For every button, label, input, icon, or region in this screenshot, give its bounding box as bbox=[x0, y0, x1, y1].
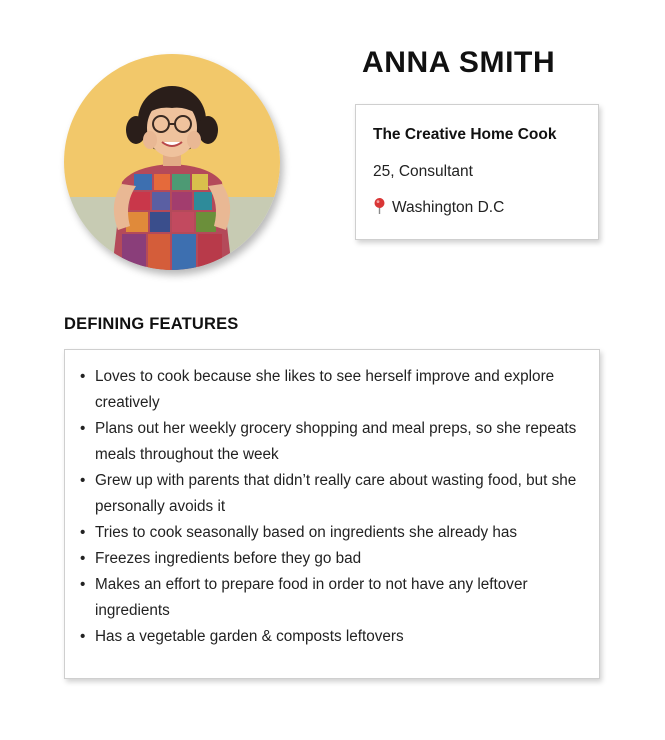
feature-text: Makes an effort to prepare food in order to not have any leftover ingredients bbox=[95, 576, 528, 619]
features-card bbox=[64, 349, 600, 679]
feature-item bbox=[80, 416, 585, 468]
feature-text: Freezes ingredients before they go bad bbox=[95, 550, 362, 567]
profile-location-text: Washington D.C bbox=[392, 199, 505, 216]
feature-item bbox=[80, 624, 585, 650]
profile-age-occupation: 25, Consultant bbox=[373, 163, 473, 180]
bullet-icon: • bbox=[80, 576, 86, 593]
feature-item bbox=[80, 572, 585, 624]
feature-item bbox=[80, 546, 585, 572]
profile-photo bbox=[64, 54, 280, 270]
feature-text: Tries to cook seasonally based on ingredients she already has bbox=[95, 524, 518, 541]
profile-tagline: The Creative Home Cook bbox=[373, 126, 557, 143]
bullet-icon: • bbox=[80, 472, 86, 489]
profile-location bbox=[373, 199, 504, 217]
feature-text: Loves to cook because she likes to see herself improve and explore creatively bbox=[95, 368, 555, 411]
feature-item bbox=[80, 468, 585, 520]
bullet-icon: • bbox=[80, 420, 86, 437]
map-pin-icon bbox=[373, 197, 386, 215]
profile-photo-illustration bbox=[64, 54, 280, 270]
feature-text: Plans out her weekly grocery shopping and meal preps, so she repeats meals throughout the week bbox=[95, 420, 577, 463]
features-list bbox=[65, 350, 599, 650]
bullet-icon: • bbox=[80, 628, 86, 645]
bullet-icon: • bbox=[80, 368, 86, 385]
feature-item bbox=[80, 520, 585, 546]
bullet-icon: • bbox=[80, 524, 86, 541]
profile-info-card bbox=[355, 104, 599, 240]
features-heading: DEFINING FEATURES bbox=[64, 315, 239, 333]
feature-text: Has a vegetable garden & composts leftovers bbox=[95, 628, 404, 645]
profile-name: ANNA SMITH bbox=[362, 46, 556, 79]
bullet-icon: • bbox=[80, 550, 86, 567]
feature-text: Grew up with parents that didn’t really care about wasting food, but she personally avoids it bbox=[95, 472, 577, 515]
feature-item bbox=[80, 364, 585, 416]
